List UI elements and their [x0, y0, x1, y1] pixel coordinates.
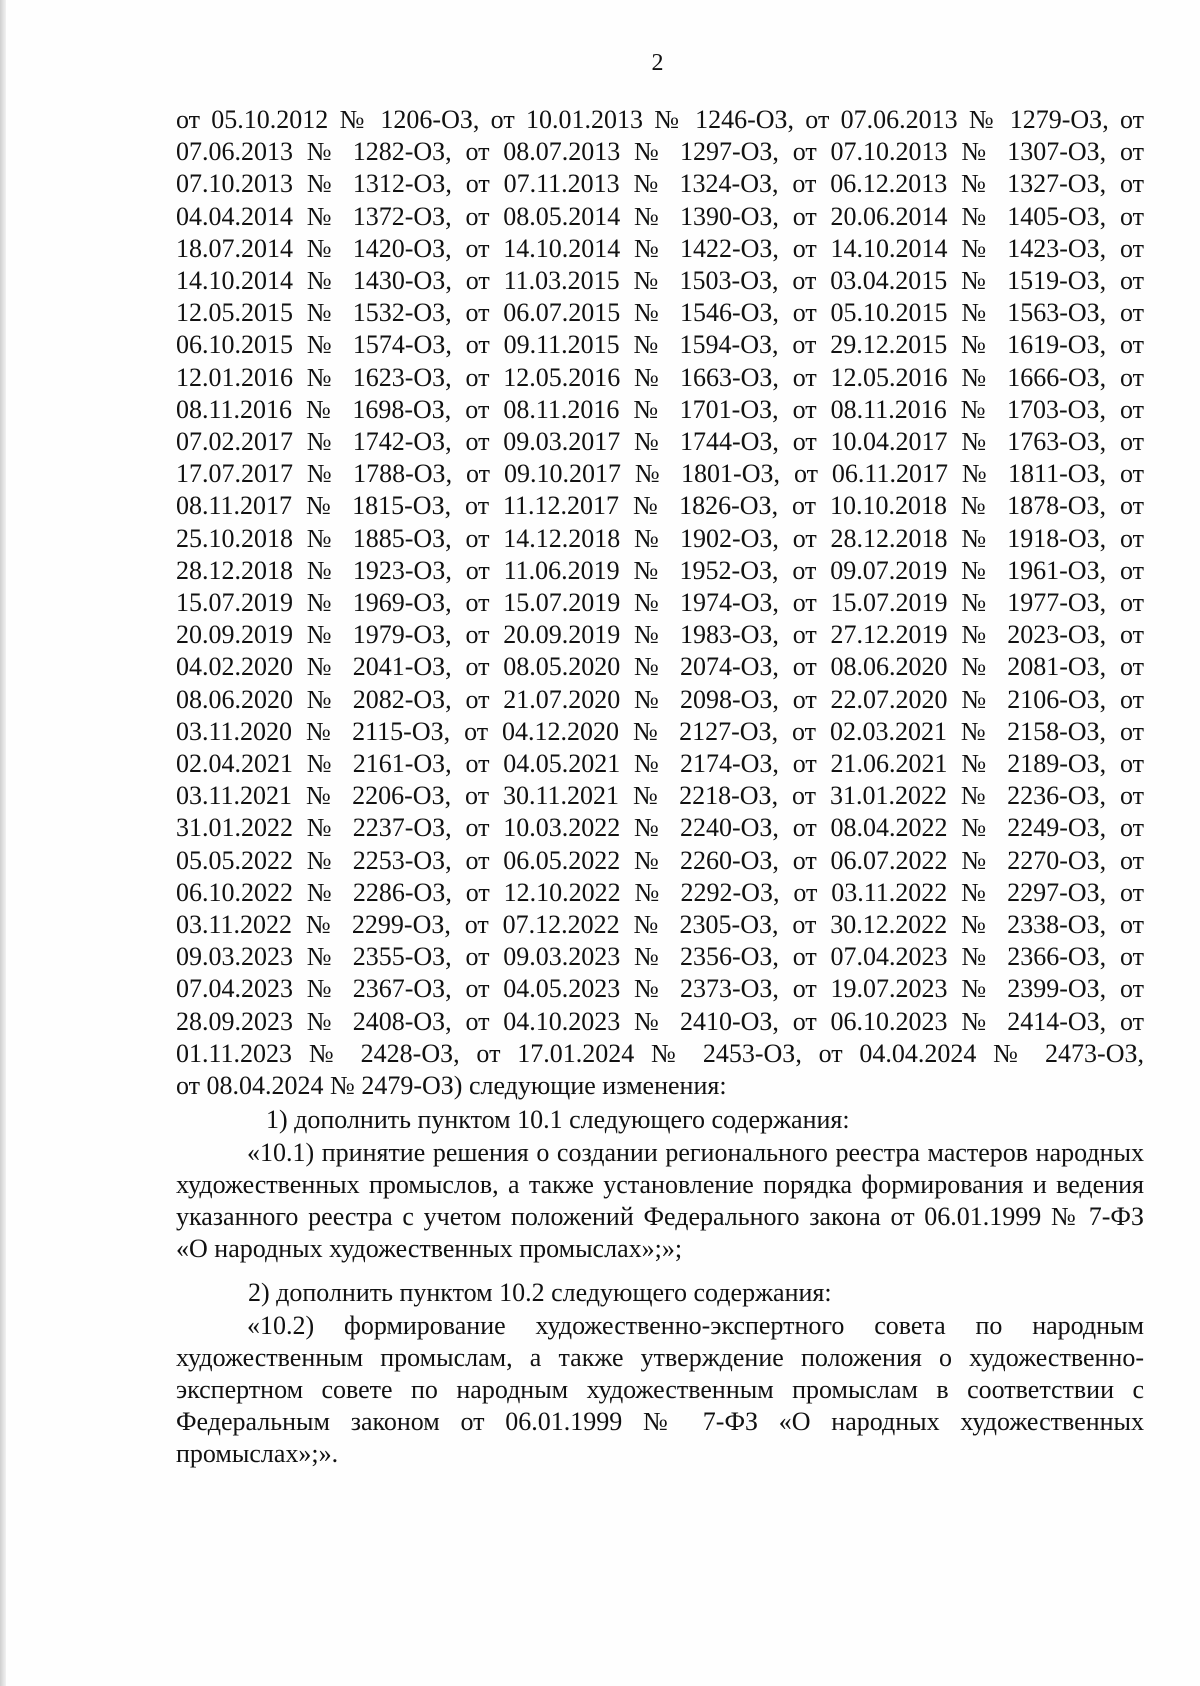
amendment-item-2-text: «10.2) формирование художественно-экспертного совета по народным художественным промыслам, а также утверждение положения о художественно-экспертном совете по народным художественным промыслам в соответствии с Федеральным законом от 06.01.1999 № 7-ФЗ «О народных художественных промыслах»;». — [176, 1310, 1144, 1469]
scan-edge — [0, 0, 6, 1686]
amendment-item-1-text: «10.1) принятие решения о создании регионального реестра мастеров народных художественных промыслов, а также установление порядка формирования и ведения указанного реестра с учетом положений Федерального закона от 06.01.1999 № 7-ФЗ «О народных художественных промыслах»;»; — [176, 1137, 1144, 1264]
amendment-item-2: 2) дополнить пунктом 10.2 следующего содержания: — [248, 1278, 832, 1308]
law-references: от 05.10.2012 № 1206-ОЗ, от 10.01.2013 № 1246-ОЗ, от 07.06.2013 № 1279-ОЗ, от 07.06.2013 № 1282-ОЗ, от 08.07.2013 № 1297-ОЗ, от 07.10.2013 № 1307-ОЗ, от 07.10.2013 № 1312-ОЗ, от 07.11.2013 № 1324-ОЗ, от 06.12.2013 № 1327-ОЗ, от 04.04.2014 № 1372-ОЗ, от 08.05.2014 № 1390-ОЗ, от 20.06.2014 № 1405-ОЗ, от 18.07.2014 № 1420-ОЗ, от 14.10.2014 № 1422-ОЗ, от 14.10.2014 № 1423-ОЗ, от 14.10.2014 № 1430-ОЗ, от 11.03.2015 № 1503-ОЗ, от 03.04.2015 № 1519-ОЗ, от 12.05.2015 № 1532-ОЗ, от 06.07.2015 № 1546-ОЗ, от 05.10.2015 № 1563-ОЗ, от 06.10.2015 № 1574-ОЗ, от 09.11.2015 № 1594-ОЗ, от 29.12.2015 № 1619-ОЗ, от 12.01.2016 № 1623-ОЗ, от 12.05.2016 № 1663-ОЗ, от 12.05.2016 № 1666-ОЗ, от 08.11.2016 № 1698-ОЗ, от 08.11.2016 № 1701-ОЗ, от 08.11.2016 № 1703-ОЗ, от 07.02.2017 № 1742-ОЗ, от 09.03.2017 № 1744-ОЗ, от 10.04.2017 № 1763-ОЗ, от 17.07.2017 № 1788-ОЗ, от 09.10.2017 № 1801-ОЗ, от 06.11.2017 № 1811-ОЗ, от 08.11.2017 № 1815-ОЗ, от 11.12.2017 № 1826-ОЗ, от 10.10.2018 № 1878-ОЗ, от 25.10.2018 № 1885-ОЗ, от 14.12.2018 № 1902-ОЗ, от 28.12.2018 № 1918-ОЗ, от 28.12.2018 № 1923-ОЗ, от 11.06.2019 № 1952-ОЗ, от 09.07.2019 № 1961-ОЗ, от 15.07.2019 № 1969-ОЗ, от 15.07.2019 № 1974-ОЗ, от 15.07.2019 № 1977-ОЗ, от 20.09.2019 № 1979-ОЗ, от 20.09.2019 № 1983-ОЗ, от 27.12.2019 № 2023-ОЗ, от 04.02.2020 № 2041-ОЗ, от 08.05.2020 № 2074-ОЗ, от 08.06.2020 № 2081-ОЗ, от 08.06.2020 № 2082-ОЗ, от 21.07.2020 № 2098-ОЗ, от 22.07.2020 № 2106-ОЗ, от 03.11.2020 № 2115-ОЗ, от 04.12.2020 № 2127-ОЗ, от 02.03.2021 № 2158-ОЗ, от 02.04.2021 № 2161-ОЗ, от 04.05.2021 № 2174-ОЗ, от 21.06.2021 № 2189-ОЗ, от 03.11.2021 № 2206-ОЗ, от 30.11.2021 № 2218-ОЗ, от 31.01.2022 № 2236-ОЗ, от 31.01.2022 № 2237-ОЗ, от 10.03.2022 № 2240-ОЗ, от 08.04.2022 № 2249-ОЗ, от 05.05.2022 № 2253-ОЗ, от 06.05.2022 № 2260-ОЗ, от 06.07.2022 № 2270-ОЗ, от 06.10.2022 № 2286-ОЗ, от 12.10.2022 № 2292-ОЗ, от 03.11.2022 № 2297-ОЗ, от 03.11.2022 № 2299-ОЗ, от 07.12.2022 № 2305-ОЗ, от 30.12.2022 № 2338-ОЗ, от 09.03.2023 № 2355-ОЗ, от 09.03.2023 № 2356-ОЗ, от 07.04.2023 № 2366-ОЗ, от 07.04.2023 № 2367-ОЗ, от 04.05.2023 № 2373-ОЗ, от 19.07.2023 № 2399-ОЗ, от 28.09.2023 № 2408-ОЗ, от 04.10.2023 № 2410-ОЗ, от 06.10.2023 № 2414-ОЗ, от 01.11.2023 № 2428-ОЗ, от 17.01.2024 № 2453-ОЗ, от 04.04.2024 № 2473-ОЗ, — [176, 105, 1144, 1068]
page-number: 2 — [651, 50, 664, 76]
document-body — [176, 104, 1144, 1471]
law-references-tail: от 08.04.2024 № 2479-ОЗ) следующие изменения: — [176, 1071, 727, 1101]
amendment-item-1: 1) дополнить пунктом 10.1 следующего содержания: — [266, 1105, 850, 1135]
